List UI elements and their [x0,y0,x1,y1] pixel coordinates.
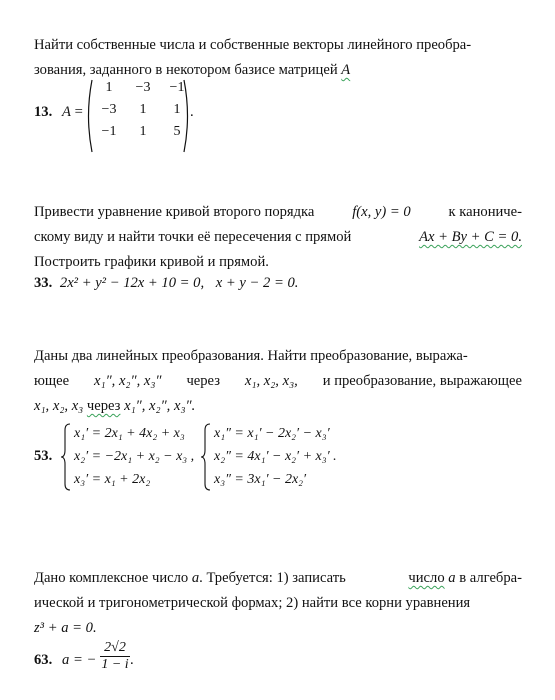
p33-line: x + y − 2 = 0. [215,275,299,291]
p63-end: . [130,652,134,668]
p63-intro-line1c: в алгебра- [459,570,522,586]
matrix-cell: −1 [101,124,117,139]
p53-intro-line2b: через [186,373,220,389]
p53-system-2 [214,422,337,491]
problem-33-intro [34,200,522,275]
problem-63-number: 63. [34,652,53,668]
p63-fraction [100,640,130,673]
p33-curve: 2x² + y² − 12x + 10 = 0, [59,275,205,291]
problem-33-equations [34,275,298,292]
p53-brace-2 [200,422,212,492]
p63-intro-line2: ической и тригонометрической формах; 2) найти все корни уравнения [34,595,471,611]
system-equation: x₂″ = 4x₁′ − x₂′ + x₃′ . [214,449,337,464]
p13-intro-line2: зования, заданного в некотором базисе матрицей [34,62,338,78]
p33-intro-line1a: Привести уравнение кривой второго порядка [34,204,315,220]
matrix-cell: 5 [173,124,181,139]
p13-matrix [92,80,194,140]
p53-vars1: x₁″, x₂″, x₃″ [94,373,162,389]
p63-intro-line1a: Дано комплексное число [34,570,189,586]
p63-var-2: a [448,570,456,586]
p33-intro-formula: f(x, y) = 0 [352,204,411,220]
problem-13-intro [34,33,522,83]
problem-13-number: 13. [34,104,53,120]
matrix-cell: 1 [139,124,147,139]
p53-line3-vars2: x₁″, x₂″, x₃″. [124,398,196,414]
p13-equals: = [74,104,83,120]
p63-numerator: 2√2 [104,640,126,655]
matrix-cell: 1 [139,102,147,117]
matrix-cell: −1 [169,80,185,95]
problem-63-intro [34,566,522,641]
p53-intro-line2a: ющее [34,373,70,389]
system-equation: x₃″ = 3x₁′ − 2x₂′ [214,472,307,487]
system-equation: x₂′ = −2x₁ + x₂ − x₃ , [74,449,195,464]
p63-denominator: 1 − i [101,657,129,672]
p63-var: a [191,570,200,586]
problem-53-number: 53. [34,448,53,464]
p33-intro-line3: Построить графики кривой и прямой. [34,254,269,270]
matrix-cell: −3 [101,102,117,117]
system-equation: x₁″ = x₁′ − 2x₂′ − x₃′ [214,426,330,441]
p53-intro-line2c: и преобразование, выражающее [322,373,522,389]
p63-lhs: a = − [62,652,97,668]
matrix-cell: 1 [173,102,181,117]
problem-53-intro [34,344,522,419]
p53-intro-line1: Даны два линейных преобразования. Найти преобразование, выража- [34,348,468,364]
p63-intro-line3: z³ + a = 0. [34,620,97,636]
p53-vars2: x₁, x₂, x₃, [244,373,298,389]
p63-intro-line1b: . Требуется: 1) записать [199,570,346,586]
p53-system-1 [74,422,194,491]
p13-intro-line1: Найти собственные числа и собственные векторы линейного преобра- [34,37,472,53]
matrix-cell: −3 [135,80,151,95]
p53-line3-vars: x₁, x₂, x₃ [34,398,84,414]
system-equation: x₃′ = x₁ + 2x₂ [74,472,151,487]
p33-intro-line2a: скому виду и найти точки её пересечения с прямой [34,229,352,245]
problem-33-number: 33. [34,275,53,291]
p53-line3-via: через [86,398,121,414]
p33-intro-line1b: к канониче- [448,204,522,220]
system-equation: x₁′ = 2x₁ + 4x₂ + x₃ [74,426,185,441]
p13-lhs-var: A [62,104,71,120]
p13-intro-var: A [341,62,351,78]
matrix-cell: 1 [105,80,113,95]
p13-lhs [62,104,83,121]
p13-end: . [190,104,194,120]
p33-intro-line-formula: Ax + By + C = 0. [419,229,522,245]
p53-brace-1 [60,422,72,492]
p63-intro-word: число [408,570,445,586]
